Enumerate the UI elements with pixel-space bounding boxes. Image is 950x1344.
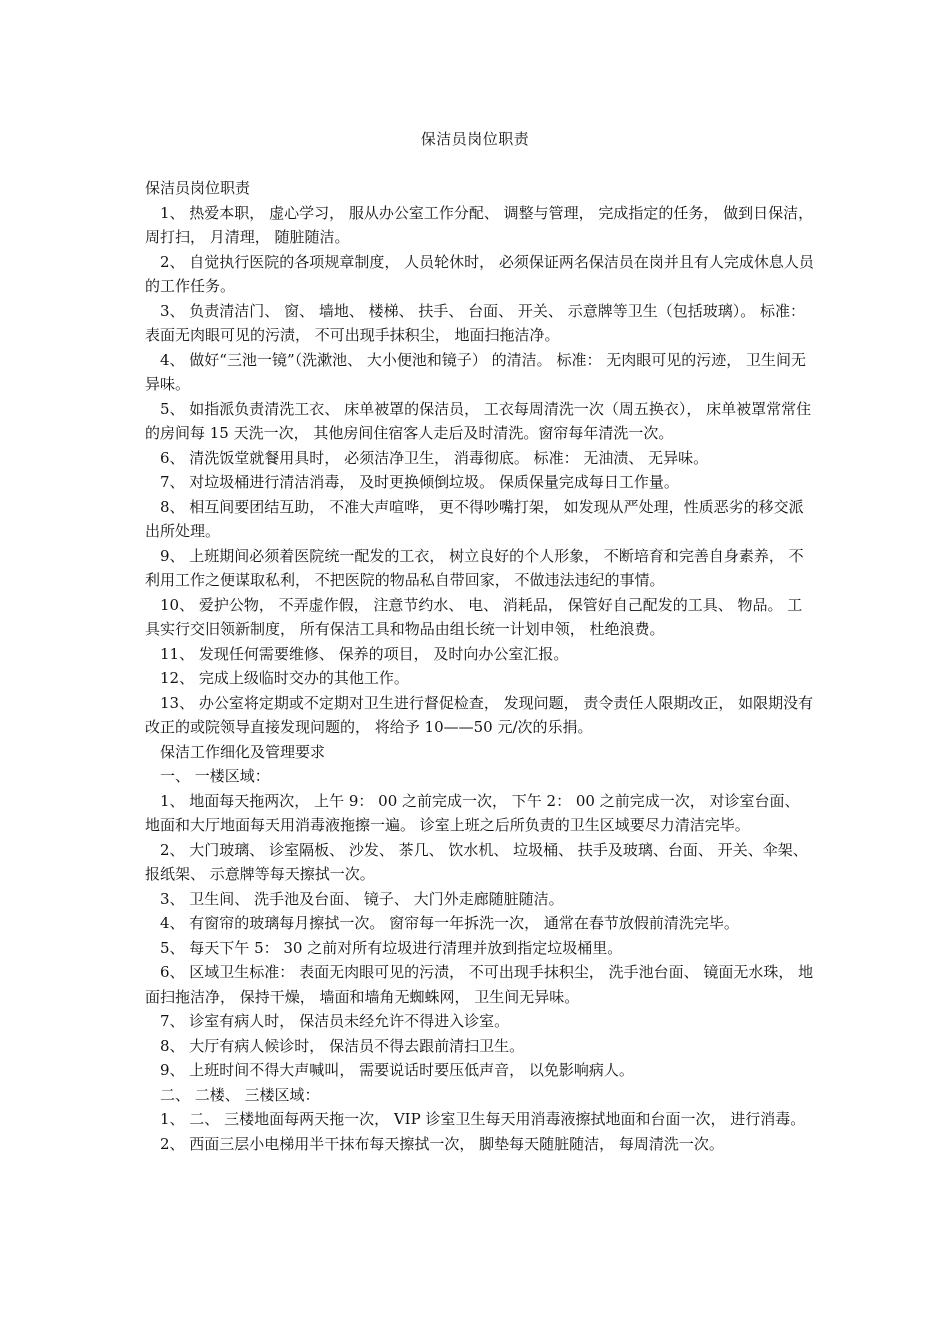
paragraph: 9、 上班期间必须着医院统一配发的工衣， 树立良好的个人形象， 不断培育和完善自身素养， 不利用工作之便谋取私利， 不把医院的物品私自带回家， 不做违法违纪的事情。 bbox=[145, 546, 804, 589]
paragraph: 保洁工作细化及管理要求 bbox=[160, 742, 326, 761]
paragraph: 保洁员岗位职责 bbox=[145, 179, 251, 197]
paragraph: 1、 热爱本职， 虚心学习， 服从办公室工作分配、 调整与管理， 完成指定的任务， 做到日保洁， 周打扫， 月清理， 随脏随洁。 bbox=[145, 203, 814, 246]
document-body bbox=[145, 176, 817, 1156]
paragraph: 8、 相互间要团结互助， 不准大声喧哗， 更不得吵嘴打架， 如发现从严处理，性质恶劣的移交派出所处理。 bbox=[145, 497, 804, 540]
paragraph: 3、 卫生间、 洗手池及台面、 镜子、 大门外走廊随脏随洁。 bbox=[160, 889, 564, 908]
paragraph: 13、 办公室将定期或不定期对卫生进行督促检查， 发现问题， 责令责任人限期改正， 如限期没有改正的或院领导直接发现问题的， 将给予 10——50 元/次的乐捐。 bbox=[145, 693, 814, 736]
paragraph: 5、 如指派负责清洗工衣、 床单被罩的保洁员， 工衣每周清洗一次（周五换衣）， 床单被罩常常住的房间每 15 天洗一次， 其他房间住宿客人走后及时清洗。窗帘每年清洗一次。 bbox=[145, 399, 812, 442]
paragraph: 2、 西面三层小电梯用半干抹布每天擦拭一次， 脚垫每天随脏随洁， 每周清洗一次。 bbox=[160, 1134, 724, 1153]
document-title: 保洁员岗位职责 bbox=[420, 130, 530, 148]
paragraph: 12、 完成上级临时交办的其他工作。 bbox=[160, 669, 409, 687]
paragraph: 7、 对垃圾桶进行清洁消毒， 及时更换倾倒垃圾。 保质保量完成每日工作量。 bbox=[160, 473, 679, 491]
paragraph: 2、 大门玻璃、 诊室隔板、 沙发、 茶几、 饮水机、 垃圾桶、 扶手及玻璃、台面、 开关、伞架、 报纸架、 示意牌等每天擦拭一次。 bbox=[145, 840, 808, 883]
paragraph: 7、 诊室有病人时， 保洁员未经允许不得进入诊室。 bbox=[160, 1012, 510, 1030]
paragraph: 5、 每天下午 5： 30 之前对所有垃圾进行清理并放到指定垃圾桶里。 bbox=[160, 938, 623, 957]
paragraph: 11、 发现任何需要维修、 保养的项目， 及时向办公室汇报。 bbox=[160, 644, 569, 663]
paragraph: 3、 负责清洁门、 窗、 墙地、 楼梯、 扶手、 台面、 开关、 示意牌等卫生（包括玻璃）。 标准： 表面无肉眼可见的污渍， 不可出现手抹积尘， 地面扫拖洁净。 bbox=[145, 301, 805, 344]
paragraph: 6、 清洗饭堂就餐用具时， 必须洁净卫生， 消毒彻底。 标准： 无油渍、 无异味。 bbox=[160, 448, 709, 467]
paragraph: 1、 地面每天拖两次， 上午 9： 00 之前完成一次， 下午 2： 00 之前完成一次， 对诊室台面、 地面和大厅地面每天用消毒液拖擦一遍。 诊室上班之后所负责的卫生区域要尽力清洁完毕。 bbox=[145, 791, 800, 834]
paragraph: 二、 二楼、 三楼区域： bbox=[160, 1085, 320, 1104]
paragraph: 一、 一楼区域： bbox=[160, 767, 270, 785]
paragraph: 4、 有窗帘的玻璃每月擦拭一次。 窗帘每一年拆洗一次， 通常在春节放假前清洗完毕。 bbox=[160, 914, 739, 932]
paragraph: 2、 自觉执行医院的各项规章制度， 人员轮休时， 必须保证两名保洁员在岗并且有人完成休息人员的工作任务。 bbox=[145, 252, 814, 295]
paragraph: 9、 上班时间不得大声喊叫， 需要说话时要压低声音， 以免影响病人。 bbox=[160, 1061, 634, 1079]
paragraph: 6、 区域卫生标准： 表面无肉眼可见的污渍， 不可出现手抹积尘， 洗手池台面、 镜面无水珠， 地面扫拖洁净， 保持干燥， 墙面和墙角无蜘蛛网， 卫生间无异味。 bbox=[145, 963, 814, 1006]
paragraph: 10、 爱护公物， 不弄虚作假， 注意节约水、 电、 消耗品， 保管好自己配发的工具、 物品。 工具实行交旧领新制度， 所有保洁工具和物品由组长统一计划申领， 杜绝浪费。 bbox=[145, 595, 803, 638]
paragraph: 8、 大厅有病人候诊时， 保洁员不得去跟前清扫卫生。 bbox=[160, 1036, 525, 1055]
paragraph: 4、 做好“三池一镜”（洗漱池、 大小便池和镜子） 的清洁。 标准： 无肉眼可见的污迹， 卫生间无异味。 bbox=[145, 350, 806, 393]
paragraph: 1、 二、 三楼地面每两天拖一次， VIP 诊室卫生每天用消毒液擦拭地面和台面一次， 进行消毒。 bbox=[160, 1110, 806, 1128]
